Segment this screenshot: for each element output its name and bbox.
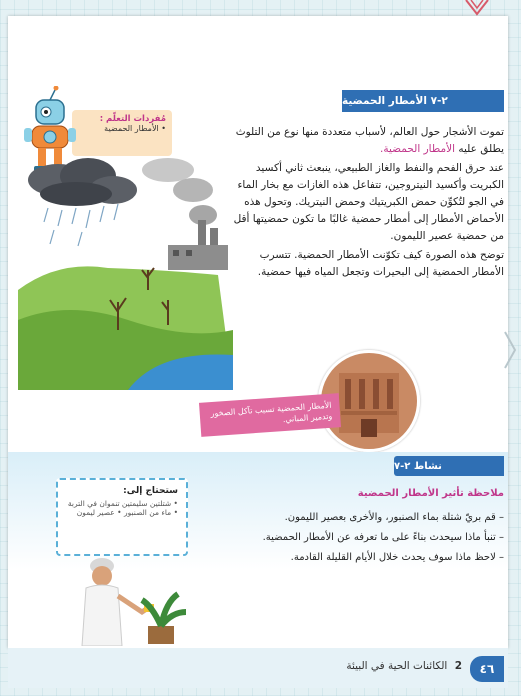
- activity-step: – قم بريّ شتلة بماء الصنبور، والأخرى بعصير الليمون.: [284, 512, 504, 523]
- acid-rain-illustration: [18, 150, 233, 390]
- activity-step: – لاحظ ماذا سوف يحدث خلال الأيام القليلة القادمة.: [290, 552, 504, 563]
- paragraph-1: [232, 124, 504, 158]
- activity-title: ملاحظة تأثير الأمطار الحمضية: [357, 488, 504, 499]
- rain-drops: [44, 204, 118, 246]
- activity-steps: [200, 508, 504, 568]
- body-text: [232, 124, 504, 283]
- materials-item: • شتلتين سليمتين تنموان في التربة: [67, 499, 178, 508]
- photo-caption: الأمطار الحمضية تسبب تآكل الصخور وتدمير المباني.: [199, 393, 341, 437]
- paragraph-3: توضح هذه الصورة كيف تكوّنت الأمطار الحمضية. تتسرب الأمطار الحمضية إلى البحيرات وتجعل المياه فيها حمضية.: [257, 249, 504, 278]
- factory-icon: [168, 220, 228, 270]
- materials-title: ستحتاج إلى:: [123, 486, 178, 496]
- vocabulary-item: • الأمطار الحمضية: [104, 124, 166, 133]
- chapter-label: [300, 660, 462, 672]
- smoke-plume: [142, 158, 217, 225]
- section-heading: [342, 90, 504, 112]
- chapter-number: 2: [454, 660, 462, 672]
- paragraph-1-text: تموت الأشجار حول العالم، لأسباب متعددة منها نوع من التلوث يطلق عليه: [235, 126, 504, 155]
- student-watering-plants-icon: [62, 556, 202, 646]
- activity-step: – تنبأ ماذا سيحدث بناءً على ما تعرفه عن الأمطار الحمضية.: [262, 532, 504, 543]
- vocabulary-title: مُفردات التعلّم :: [99, 114, 166, 124]
- paragraph-2: عند حرق الفحم والنفط والغاز الطبيعي، ينبعث ثاني أكسيد الكبريت وأكسيد النيتروجين، تتفاعل هذه الغازات مع بخار الماء في الجو لتُكوِّن حمض الكبريتيك وحمض النيتريك. وتحول هذه الأحماض الأمطار إلى أمطار حمضية غالبًا ما تكون حمضيتها أقل من حمضية عصير الليمون.: [233, 162, 504, 242]
- chapter-title: الكائنات الحية في البيئة: [346, 660, 448, 672]
- storm-cloud-icon: [28, 158, 137, 206]
- materials-box: [56, 478, 188, 556]
- next-page-arrow-icon[interactable]: [502, 330, 518, 370]
- materials-item: • ماء من الصنبور • عصير ليمون: [76, 508, 178, 517]
- activity-badge: نشاط ٢-٧: [394, 456, 504, 476]
- key-term-highlight: الأمطار الحمضية.: [380, 143, 456, 155]
- page-number: ٤٦: [470, 656, 504, 682]
- section-title: ٢-٧ الأمطار الحمضية: [342, 95, 448, 107]
